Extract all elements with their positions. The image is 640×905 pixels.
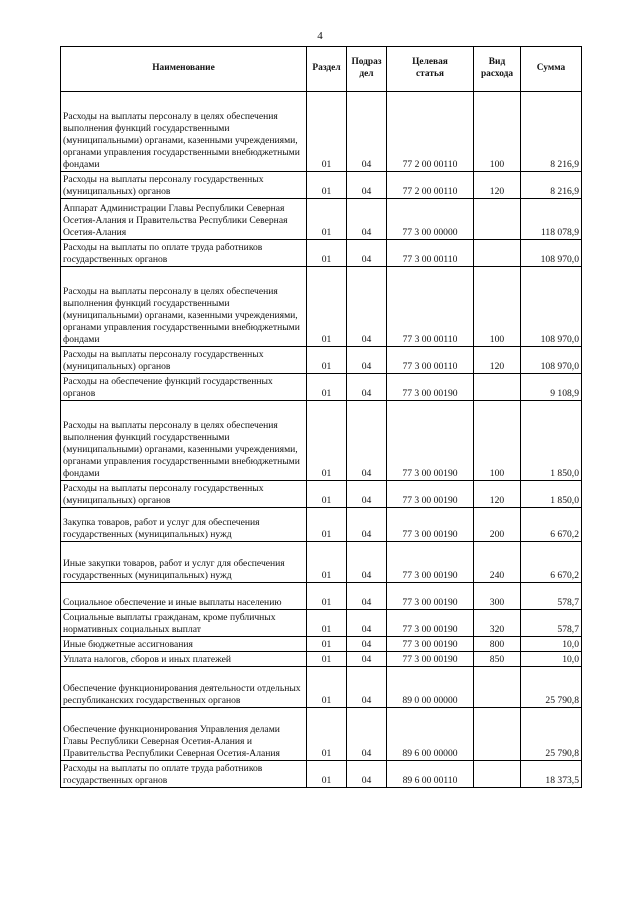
row-sum: 578,7 bbox=[521, 610, 582, 637]
row-sum: 25 790,8 bbox=[521, 667, 582, 708]
table-row bbox=[61, 610, 582, 637]
row-type: 120 bbox=[474, 481, 521, 508]
header-subsection: Подраз дел bbox=[347, 47, 387, 92]
table-row bbox=[61, 542, 582, 583]
row-type bbox=[474, 374, 521, 401]
row-section: 01 bbox=[307, 667, 347, 708]
row-type bbox=[474, 199, 521, 240]
row-name: Расходы на выплаты персоналу государственных (муниципальных) органов bbox=[61, 172, 307, 199]
table-row bbox=[61, 481, 582, 508]
row-type: 300 bbox=[474, 583, 521, 610]
row-subsection: 04 bbox=[347, 401, 387, 481]
table-row bbox=[61, 267, 582, 347]
row-sum: 8 216,9 bbox=[521, 172, 582, 199]
row-subsection: 04 bbox=[347, 374, 387, 401]
row-sum: 25 790,8 bbox=[521, 708, 582, 761]
row-article: 89 0 00 00000 bbox=[387, 667, 474, 708]
row-sum: 9 108,9 bbox=[521, 374, 582, 401]
row-name: Уплата налогов, сборов и иных платежей bbox=[61, 652, 307, 667]
table-row bbox=[61, 652, 582, 667]
row-name: Социальные выплаты гражданам, кроме публичных нормативных социальных выплат bbox=[61, 610, 307, 637]
row-subsection: 04 bbox=[347, 92, 387, 172]
row-sum: 6 670,2 bbox=[521, 542, 582, 583]
table-row bbox=[61, 172, 582, 199]
row-sum: 1 850,0 bbox=[521, 481, 582, 508]
row-article: 77 2 00 00110 bbox=[387, 172, 474, 199]
row-article: 77 3 00 00110 bbox=[387, 267, 474, 347]
row-section: 01 bbox=[307, 637, 347, 652]
row-subsection: 04 bbox=[347, 583, 387, 610]
budget-table bbox=[60, 46, 582, 788]
row-name: Расходы на обеспечение функций государственных органов bbox=[61, 374, 307, 401]
row-type: 320 bbox=[474, 610, 521, 637]
header-section: Раздел bbox=[307, 47, 347, 92]
row-section: 01 bbox=[307, 401, 347, 481]
row-subsection: 04 bbox=[347, 667, 387, 708]
row-section: 01 bbox=[307, 199, 347, 240]
row-type: 850 bbox=[474, 652, 521, 667]
row-type: 100 bbox=[474, 92, 521, 172]
row-name: Расходы на выплаты персоналу государственных (муниципальных) органов bbox=[61, 481, 307, 508]
page-number: 4 bbox=[317, 30, 323, 42]
row-type: 800 bbox=[474, 637, 521, 652]
row-article: 77 3 00 00190 bbox=[387, 583, 474, 610]
row-name: Социальное обеспечение и иные выплаты населению bbox=[61, 583, 307, 610]
row-sum: 108 970,0 bbox=[521, 240, 582, 267]
row-name: Иные бюджетные ассигнования bbox=[61, 637, 307, 652]
row-type: 120 bbox=[474, 347, 521, 374]
row-subsection: 04 bbox=[347, 542, 387, 583]
row-section: 01 bbox=[307, 240, 347, 267]
row-article: 77 3 00 00190 bbox=[387, 481, 474, 508]
row-section: 01 bbox=[307, 172, 347, 199]
row-section: 01 bbox=[307, 481, 347, 508]
row-section: 01 bbox=[307, 708, 347, 761]
row-article: 77 3 00 00190 bbox=[387, 637, 474, 652]
row-subsection: 04 bbox=[347, 708, 387, 761]
table-row bbox=[61, 583, 582, 610]
row-article: 77 3 00 00190 bbox=[387, 401, 474, 481]
row-article: 77 3 00 00190 bbox=[387, 542, 474, 583]
row-sum: 108 970,0 bbox=[521, 347, 582, 374]
row-section: 01 bbox=[307, 267, 347, 347]
row-section: 01 bbox=[307, 374, 347, 401]
row-section: 01 bbox=[307, 610, 347, 637]
row-sum: 10,0 bbox=[521, 652, 582, 667]
table-row bbox=[61, 347, 582, 374]
row-article: 89 6 00 00110 bbox=[387, 761, 474, 788]
row-type bbox=[474, 240, 521, 267]
table-row bbox=[61, 199, 582, 240]
table-row bbox=[61, 508, 582, 542]
row-article: 89 6 00 00000 bbox=[387, 708, 474, 761]
table-row bbox=[61, 401, 582, 481]
row-type: 100 bbox=[474, 401, 521, 481]
row-sum: 10,0 bbox=[521, 637, 582, 652]
row-subsection: 04 bbox=[347, 637, 387, 652]
table-header-row bbox=[61, 47, 582, 92]
row-subsection: 04 bbox=[347, 508, 387, 542]
row-subsection: 04 bbox=[347, 610, 387, 637]
row-subsection: 04 bbox=[347, 199, 387, 240]
row-article: 77 3 00 00190 bbox=[387, 652, 474, 667]
row-sum: 1 850,0 bbox=[521, 401, 582, 481]
header-sum: Сумма bbox=[521, 47, 582, 92]
row-article: 77 3 00 00190 bbox=[387, 508, 474, 542]
row-name: Обеспечение функционирования Управления делами Главы Республики Северная Осетия-Алания и Правительства Республики Северная Осетия-Алания bbox=[61, 708, 307, 761]
row-type: 240 bbox=[474, 542, 521, 583]
row-sum: 118 078,9 bbox=[521, 199, 582, 240]
row-name: Расходы на выплаты персоналу в целях обеспечения выполнения функций государственными (муниципальными) органами, казенными учреждениями, органами управления государственными внебюджетными фондами bbox=[61, 401, 307, 481]
row-section: 01 bbox=[307, 92, 347, 172]
row-article: 77 3 00 00190 bbox=[387, 610, 474, 637]
row-article: 77 3 00 00000 bbox=[387, 199, 474, 240]
row-section: 01 bbox=[307, 508, 347, 542]
row-type: 100 bbox=[474, 267, 521, 347]
row-name: Расходы на выплаты по оплате труда работников государственных органов bbox=[61, 240, 307, 267]
table-body bbox=[61, 92, 582, 788]
row-subsection: 04 bbox=[347, 267, 387, 347]
row-section: 01 bbox=[307, 347, 347, 374]
row-name: Расходы на выплаты по оплате труда работников государственных органов bbox=[61, 761, 307, 788]
row-type bbox=[474, 761, 521, 788]
row-name: Расходы на выплаты персоналу в целях обеспечения выполнения функций государственными (муниципальными) органами, казенными учреждениями, органами управления государственными внебюджетными фондами bbox=[61, 92, 307, 172]
header-name: Наименование bbox=[61, 47, 307, 92]
row-subsection: 04 bbox=[347, 240, 387, 267]
header-article: Целевая статья bbox=[387, 47, 474, 92]
row-subsection: 04 bbox=[347, 761, 387, 788]
row-name: Обеспечение функционирования деятельности отдельных республиканских государственных органов bbox=[61, 667, 307, 708]
row-article: 77 3 00 00190 bbox=[387, 374, 474, 401]
row-sum: 6 670,2 bbox=[521, 508, 582, 542]
row-subsection: 04 bbox=[347, 172, 387, 199]
row-article: 77 2 00 00110 bbox=[387, 92, 474, 172]
row-section: 01 bbox=[307, 652, 347, 667]
row-section: 01 bbox=[307, 583, 347, 610]
row-subsection: 04 bbox=[347, 481, 387, 508]
table-row bbox=[61, 667, 582, 708]
row-type: 120 bbox=[474, 172, 521, 199]
table-row bbox=[61, 92, 582, 172]
row-name: Аппарат Администрации Главы Республики Северная Осетия-Алания и Правительства Республики Северная Осетия-Алания bbox=[61, 199, 307, 240]
header-type: Вид расхода bbox=[474, 47, 521, 92]
row-type bbox=[474, 708, 521, 761]
table-row bbox=[61, 761, 582, 788]
row-type: 200 bbox=[474, 508, 521, 542]
row-name: Иные закупки товаров, работ и услуг для обеспечения государственных (муниципальных) нужд bbox=[61, 542, 307, 583]
table-row bbox=[61, 637, 582, 652]
row-name: Расходы на выплаты персоналу в целях обеспечения выполнения функций государственными (муниципальными) органами, казенными учреждениями, органами управления государственными внебюджетными фондами bbox=[61, 267, 307, 347]
row-section: 01 bbox=[307, 542, 347, 583]
row-sum: 108 970,0 bbox=[521, 267, 582, 347]
row-section: 01 bbox=[307, 761, 347, 788]
row-subsection: 04 bbox=[347, 652, 387, 667]
row-sum: 18 373,5 bbox=[521, 761, 582, 788]
table-row bbox=[61, 708, 582, 761]
row-sum: 8 216,9 bbox=[521, 92, 582, 172]
row-sum: 578,7 bbox=[521, 583, 582, 610]
row-name: Расходы на выплаты персоналу государственных (муниципальных) органов bbox=[61, 347, 307, 374]
row-subsection: 04 bbox=[347, 347, 387, 374]
table-row bbox=[61, 240, 582, 267]
table-row bbox=[61, 374, 582, 401]
row-article: 77 3 00 00110 bbox=[387, 347, 474, 374]
row-type bbox=[474, 667, 521, 708]
row-name: Закупка товаров, работ и услуг для обеспечения государственных (муниципальных) нужд bbox=[61, 508, 307, 542]
row-article: 77 3 00 00110 bbox=[387, 240, 474, 267]
